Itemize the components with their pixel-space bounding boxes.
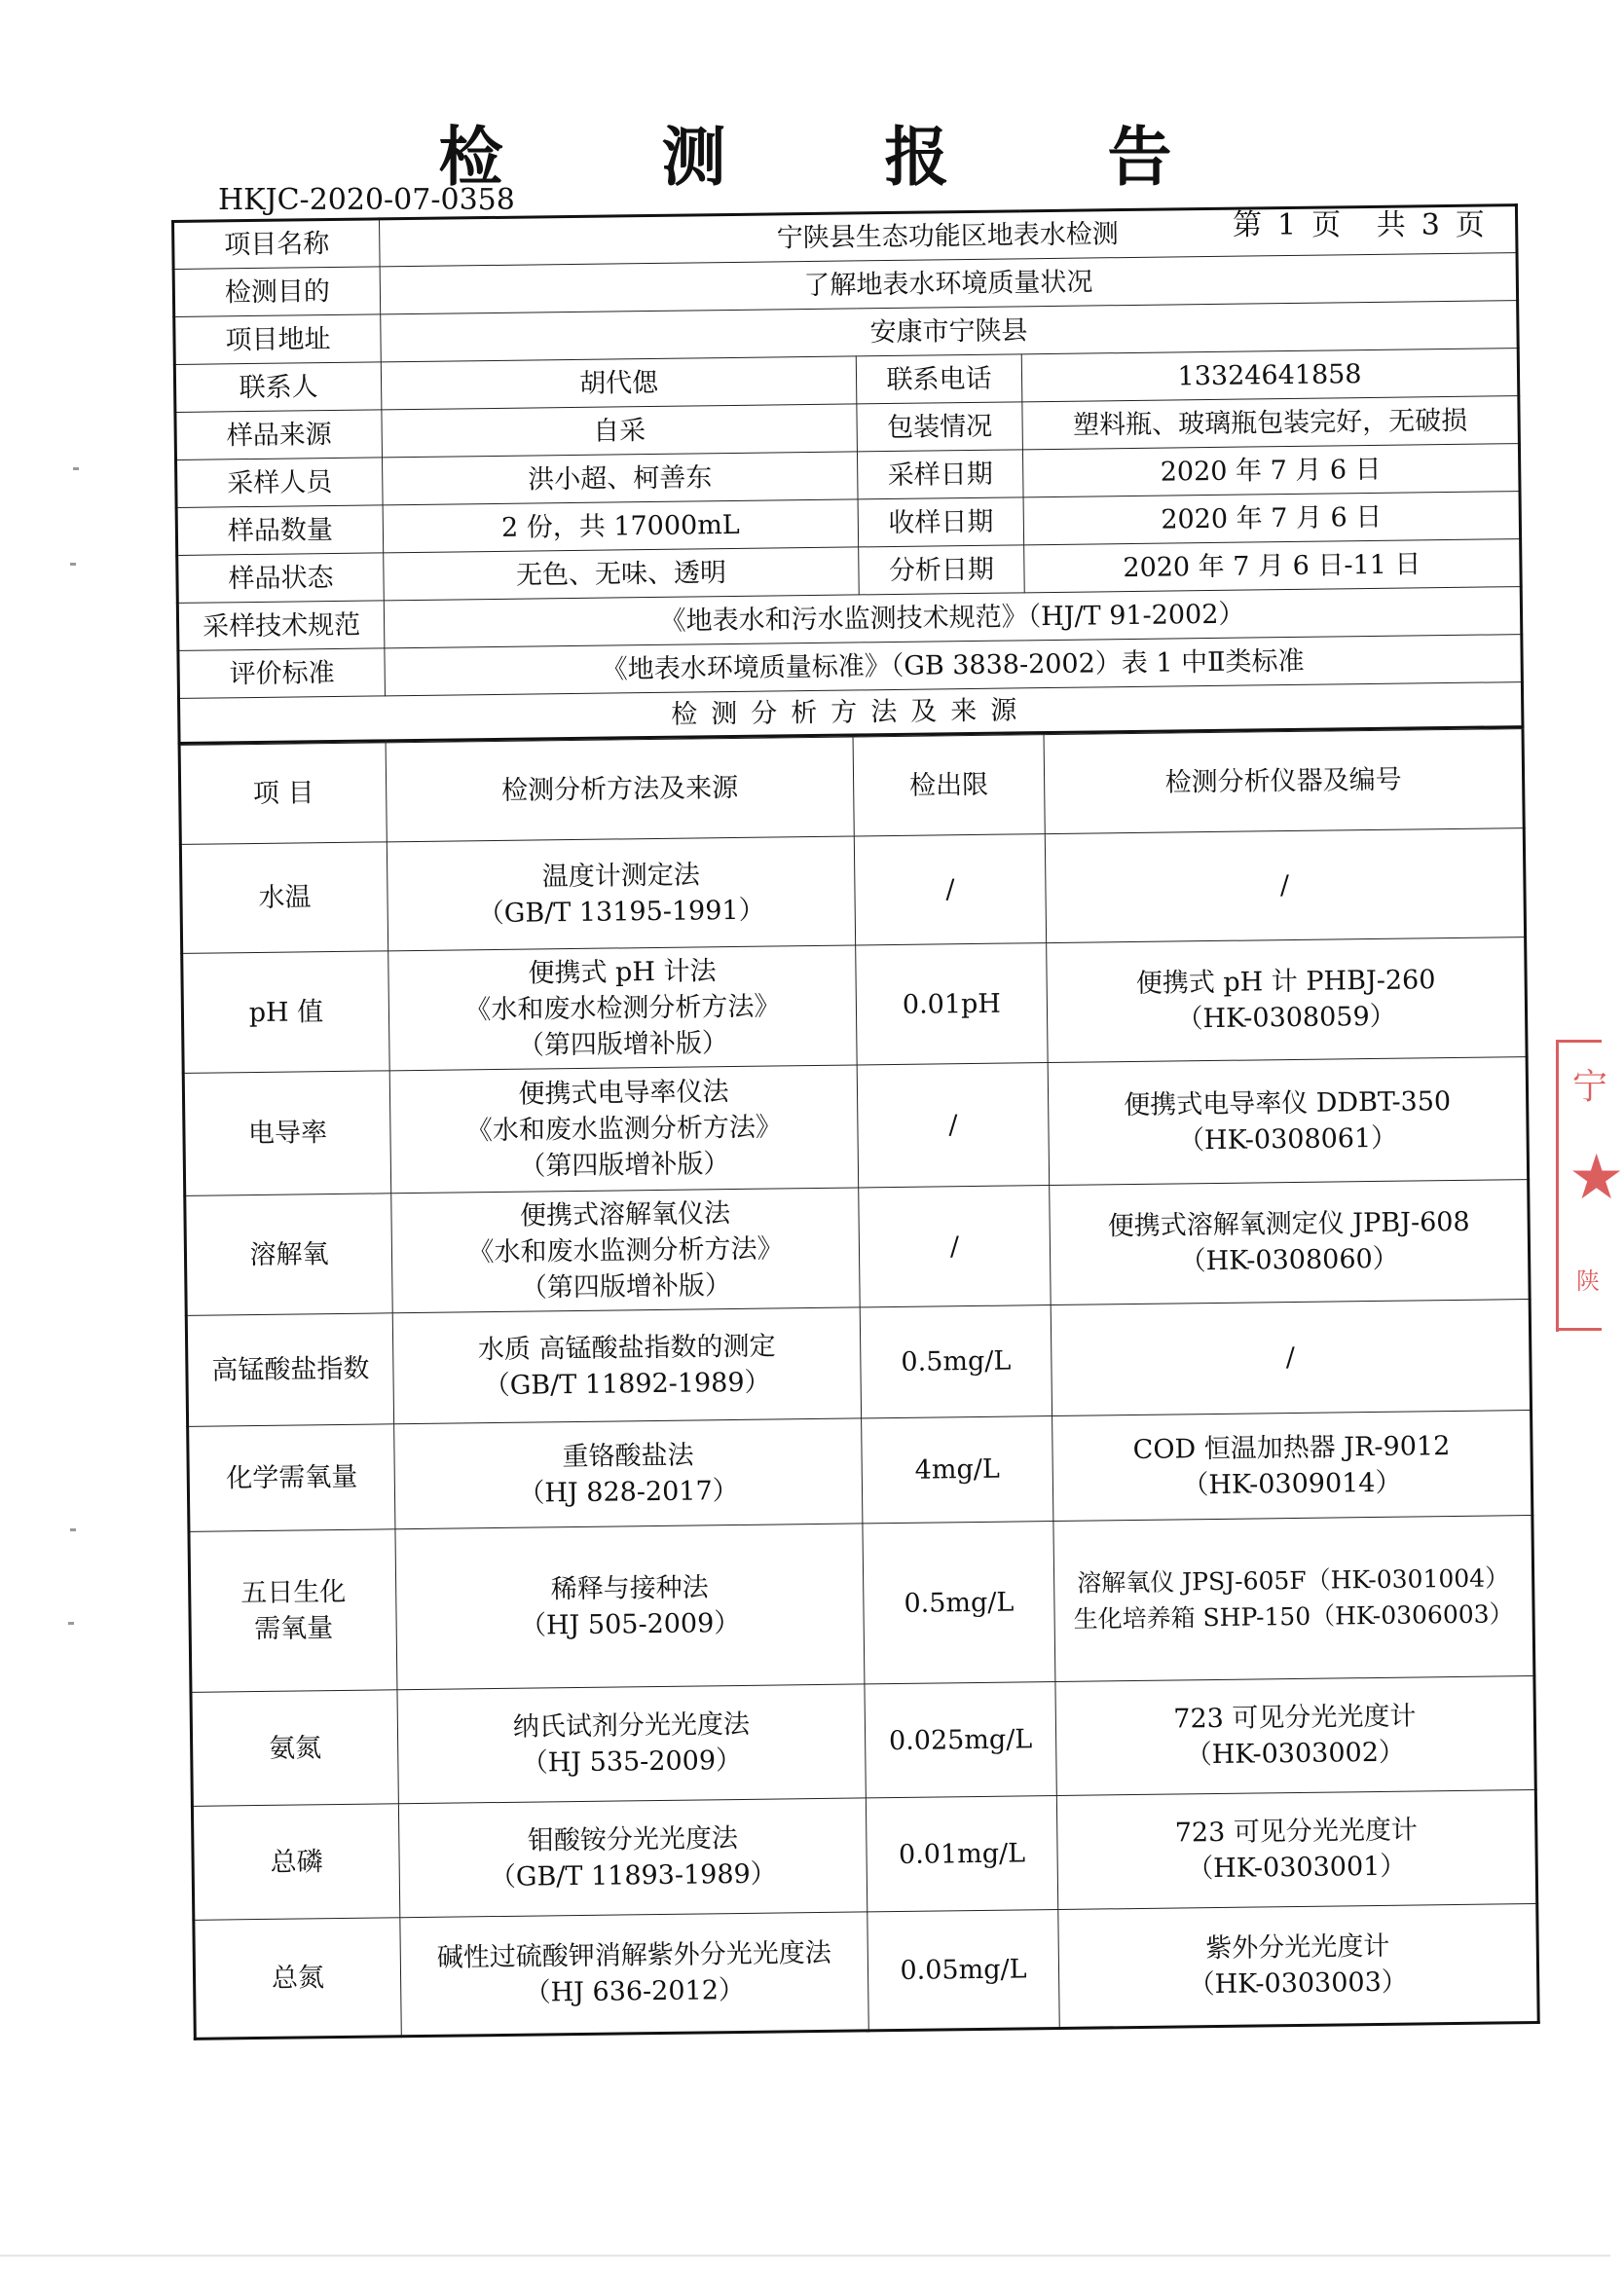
instrument-cell [1056, 1790, 1536, 1910]
item-cell [189, 1529, 397, 1693]
limit-cell: 0.025mg/L [865, 1682, 1056, 1798]
seal-edge-mark [1559, 1328, 1602, 1331]
method-line: 重铬酸盐法 [562, 1440, 694, 1472]
limit-cell: 0.01mg/L [866, 1796, 1057, 1912]
scan-speck [70, 1528, 76, 1531]
method-line: （HJ 535-2009） [521, 1745, 743, 1779]
limit-cell: 0.01pH [856, 943, 1048, 1065]
item-line: 五日生化 [240, 1576, 347, 1609]
value-receive-date: 2020 年 7 月 6 日 [1023, 492, 1521, 545]
value-source: 自采 [382, 404, 858, 458]
method-line: 便携式 pH 计法 [528, 955, 717, 989]
item-cell: 总磷 [192, 1804, 399, 1921]
instrument-line: / [1285, 1341, 1296, 1374]
page-suffix: 页 [1455, 208, 1487, 242]
instrument-cell [1048, 1057, 1529, 1186]
instrument-cell [1050, 1180, 1530, 1305]
instrument-line: （HK-0308061） [1177, 1122, 1398, 1156]
instrument-line: / [1279, 870, 1290, 901]
instrument-cell [1045, 828, 1525, 943]
label-analysis-date: 分析日期 [859, 545, 1025, 595]
table-row [185, 1180, 1530, 1316]
item-cell: 水温 [180, 842, 388, 954]
table-row [183, 1057, 1528, 1196]
methods-header-row [179, 729, 1524, 845]
label-phone: 联系电话 [856, 354, 1022, 404]
label-project-name: 项目名称 [173, 219, 381, 270]
method-line: （第四版增补版） [519, 1149, 730, 1182]
header-limit: 检出限 [853, 735, 1045, 836]
scan-speck [68, 1622, 74, 1625]
instrument-line: （HK-0308059） [1176, 1001, 1396, 1035]
limit-cell: 0.5mg/L [863, 1522, 1055, 1684]
method-line: （GB/T 11893-1989） [489, 1858, 777, 1893]
page-mid: 页 [1311, 208, 1344, 242]
method-line: （GB/T 13195-1991） [477, 895, 765, 929]
label-contact: 联系人 [174, 362, 382, 413]
table-row [186, 1300, 1531, 1427]
value-address: 安康市宁陕县 [381, 301, 1519, 362]
table-row [188, 1411, 1532, 1532]
method-cell [392, 1307, 861, 1424]
limit-cell: 4mg/L [862, 1416, 1053, 1524]
method-line: 水质 高锰酸盐指数的测定 [477, 1331, 776, 1365]
label-address: 项目地址 [174, 314, 382, 365]
seal-edge-mark [1559, 1040, 1602, 1043]
label-tech-spec: 采样技术规范 [177, 601, 385, 651]
value-analysis-date: 2020 年 7 月 6 日-11 日 [1024, 539, 1522, 593]
value-quantity: 2 份，共 17000mL [383, 499, 859, 553]
page-prefix: 第 [1233, 208, 1264, 242]
instrument-line: 便携式电导率仪 DDBT-350 [1124, 1085, 1452, 1121]
instrument-line: 紫外分光光度计 [1205, 1930, 1390, 1965]
seal-star-icon: ★ [1569, 1142, 1624, 1214]
header-item: 项 目 [179, 743, 387, 845]
table-row [182, 937, 1527, 1074]
method-line: （HJ 505-2009） [519, 1607, 741, 1641]
instrument-cell [1058, 1903, 1538, 2028]
table-row [194, 1903, 1538, 2039]
value-project-name: 宁陕县生态功能区地表水检测 [380, 205, 1518, 267]
value-tech-spec: 《地表水和污水监测技术规范》（HJ/T 91-2002） [384, 587, 1522, 648]
item-cell: 电导率 [183, 1071, 391, 1196]
header-method: 检测分析方法及来源 [386, 737, 854, 842]
item-line: 需氧量 [254, 1613, 334, 1645]
instrument-line: COD 恒温加热器 JR-9012 [1132, 1430, 1451, 1465]
instrument-line: 便携式溶解氧测定仪 JPBJ-608 [1107, 1206, 1470, 1242]
label-packaging: 包装情况 [857, 402, 1023, 452]
methods-table [178, 728, 1540, 2040]
method-cell [388, 945, 857, 1071]
instrument-line: 溶解氧仪 JPSJ-605F（HK-0301004） [1077, 1563, 1510, 1598]
method-cell [391, 1188, 860, 1313]
table-row [180, 828, 1525, 954]
scan-speck [70, 563, 76, 566]
method-cell [387, 836, 855, 951]
label-receive-date: 收样日期 [858, 497, 1024, 547]
item-cell: 高锰酸盐指数 [186, 1313, 393, 1427]
instrument-cell [1053, 1516, 1534, 1682]
info-table [171, 203, 1524, 745]
label-purpose: 检测目的 [173, 267, 381, 317]
method-cell [397, 1684, 866, 1804]
method-line: 《水和废水监测分析方法》 [467, 1232, 784, 1268]
item-cell: 总氮 [194, 1918, 401, 2039]
value-packaging: 塑料瓶、玻璃瓶包装完好，无破损 [1022, 396, 1520, 450]
method-line: 便携式溶解氧仪法 [519, 1197, 731, 1231]
header-instrument: 检测分析仪器及编号 [1044, 729, 1524, 834]
label-quantity: 样品数量 [176, 505, 384, 556]
instrument-line: 便携式 pH 计 PHBJ-260 [1135, 965, 1436, 999]
method-line: 纳氏试剂分光光度法 [512, 1708, 751, 1743]
value-standard: 《地表水环境质量标准》（GB 3838-2002）表 1 中Ⅱ类标准 [385, 635, 1523, 696]
report-document [171, 203, 1540, 2040]
value-contact: 胡代偲 [381, 356, 857, 410]
page-total: 3 [1421, 208, 1442, 242]
method-line: 碱性过硫酸钾消解紫外分光光度法 [436, 1937, 831, 1973]
value-sampler: 洪小超、柯善东 [382, 452, 858, 505]
limit-cell: / [859, 1186, 1051, 1307]
label-source: 样品来源 [175, 410, 383, 460]
instrument-line: 生化培养箱 SHP-150（HK-0306003） [1073, 1599, 1514, 1634]
method-line: 《水和废水监测分析方法》 [465, 1112, 783, 1147]
method-line: 钼酸铵分光光度法 [527, 1823, 739, 1856]
instrument-line: （HK-0303001） [1187, 1851, 1407, 1885]
item-cell: pH 值 [182, 951, 389, 1074]
report-number: HKJC-2020-07-0358 [218, 183, 515, 217]
page-total-prefix: 共 [1376, 208, 1408, 242]
item-cell: 氨氮 [191, 1690, 398, 1807]
label-sampler: 采样人员 [176, 458, 384, 508]
methods-section-title: 检测分析方法及来源 [179, 682, 1523, 744]
scan-edge-line [0, 2255, 1610, 2257]
value-purpose: 了解地表水环境质量状况 [380, 253, 1518, 314]
instrument-line: （HK-0308060） [1179, 1243, 1399, 1277]
method-cell [389, 1065, 859, 1194]
instrument-cell [1055, 1676, 1535, 1796]
method-cell [394, 1418, 863, 1529]
method-line: （GB/T 11892-1989） [483, 1367, 771, 1401]
instrument-line: （HK-0309014） [1182, 1467, 1402, 1500]
value-state: 无色、无味、透明 [384, 547, 860, 601]
limit-cell: 0.05mg/L [867, 1910, 1059, 2031]
method-line: （HJ 828-2017） [518, 1475, 739, 1509]
limit-cell: / [854, 834, 1046, 945]
method-line: 稀释与接种法 [550, 1572, 709, 1605]
method-line: 《水和废水检测分析方法》 [464, 990, 781, 1025]
scan-speck [73, 467, 79, 470]
seal-char-top: 宁 [1572, 1067, 1608, 1107]
red-seal-stamp [1556, 1040, 1624, 1332]
method-line: （第四版增补版） [517, 1027, 729, 1061]
seal-char-bottom: 陕 [1576, 1268, 1600, 1295]
value-phone: 13324641858 [1021, 349, 1519, 402]
item-cell: 溶解氧 [185, 1194, 392, 1316]
report-title: 检 测 报 告 [438, 119, 1240, 195]
method-line: （HJ 636-2012） [524, 1974, 746, 2008]
method-cell [395, 1524, 865, 1690]
instrument-cell [1051, 1300, 1531, 1416]
limit-cell: / [857, 1063, 1050, 1188]
instrument-line: （HK-0303003） [1188, 1966, 1408, 2001]
instrument-cell [1052, 1411, 1532, 1522]
instrument-line: 723 可见分光光度计 [1174, 1815, 1419, 1849]
table-row [191, 1676, 1535, 1807]
method-cell [398, 1798, 867, 1918]
instrument-line: （HK-0303002） [1185, 1737, 1406, 1771]
instrument-line: 723 可见分光光度计 [1173, 1701, 1417, 1735]
table-row [192, 1790, 1536, 1921]
method-line: 便携式电导率仪法 [518, 1077, 729, 1110]
item-cell: 化学需氧量 [188, 1424, 395, 1532]
label-standard: 评价标准 [178, 648, 386, 699]
label-state: 样品状态 [177, 553, 385, 604]
method-line: （第四版增补版） [520, 1269, 732, 1304]
value-sample-date: 2020 年 7 月 6 日 [1022, 444, 1520, 497]
limit-cell: 0.5mg/L [860, 1305, 1052, 1418]
page-current: 1 [1277, 208, 1299, 242]
table-row [189, 1516, 1534, 1693]
instrument-cell [1047, 937, 1527, 1063]
label-sample-date: 采样日期 [857, 450, 1023, 499]
method-cell [400, 1912, 868, 2037]
method-line: 温度计测定法 [541, 859, 700, 892]
